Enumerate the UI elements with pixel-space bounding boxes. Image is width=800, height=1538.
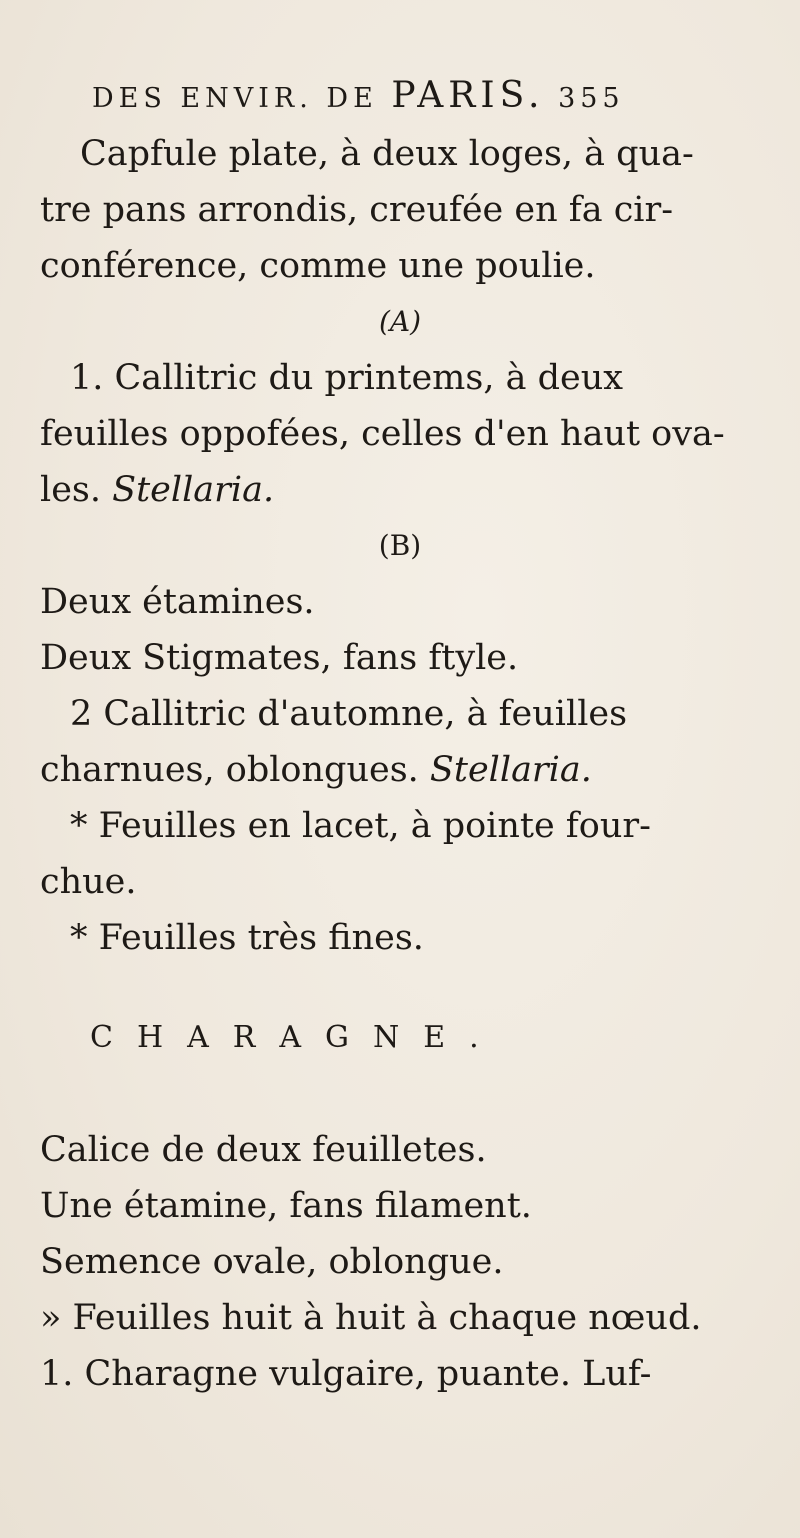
running-header (92, 76, 625, 119)
latin-name: Stellaria. (112, 470, 275, 510)
text-fragment: charnues, oblongues. (40, 750, 419, 790)
text-line: * Feuilles très fines. (70, 918, 424, 958)
text-line: Semence ovale, oblongue. (40, 1242, 504, 1282)
section-mark-b: (B) (378, 529, 422, 562)
text-line (40, 750, 592, 790)
text-line: * Feuilles en lacet, à pointe four- (70, 806, 651, 846)
text-fragment: les. (40, 470, 101, 510)
text-line: Une étamine, fans filament. (40, 1186, 532, 1226)
text-line: Capfule plate, à deux loges, à qua- (80, 134, 694, 174)
text-line: tre pans arrondis, creufée en fa cir- (40, 190, 674, 230)
running-title-prefix: DES ENVIR. DE (92, 83, 378, 114)
text-line: Deux étamines. (40, 582, 315, 622)
text-line: 2 Callitric d'automne, à feuilles (70, 694, 628, 734)
text-line: conférence, comme une poulie. (40, 246, 596, 286)
text-line: 1. Callitric du printems, à deux (70, 358, 623, 398)
text-line: chue. (40, 862, 137, 902)
text-line: Deux Stigmates, fans ftyle. (40, 638, 519, 678)
latin-name: Stellaria. (429, 750, 592, 790)
section-mark-a: (A) (378, 305, 422, 338)
text-line: feuilles oppofées, celles d'en haut ova- (40, 414, 725, 454)
text-line: 1. Charagne vulgaire, puante. Luf- (40, 1354, 652, 1394)
section-title: CHARAGNE. (90, 1020, 503, 1055)
text-line: » Feuilles huit à huit à chaque nœud. (40, 1298, 702, 1338)
page-number: 355 (558, 83, 625, 114)
running-title-place: PARIS. (391, 75, 545, 116)
text-line: Calice de deux feuilletes. (40, 1130, 487, 1170)
text-line (40, 470, 274, 510)
